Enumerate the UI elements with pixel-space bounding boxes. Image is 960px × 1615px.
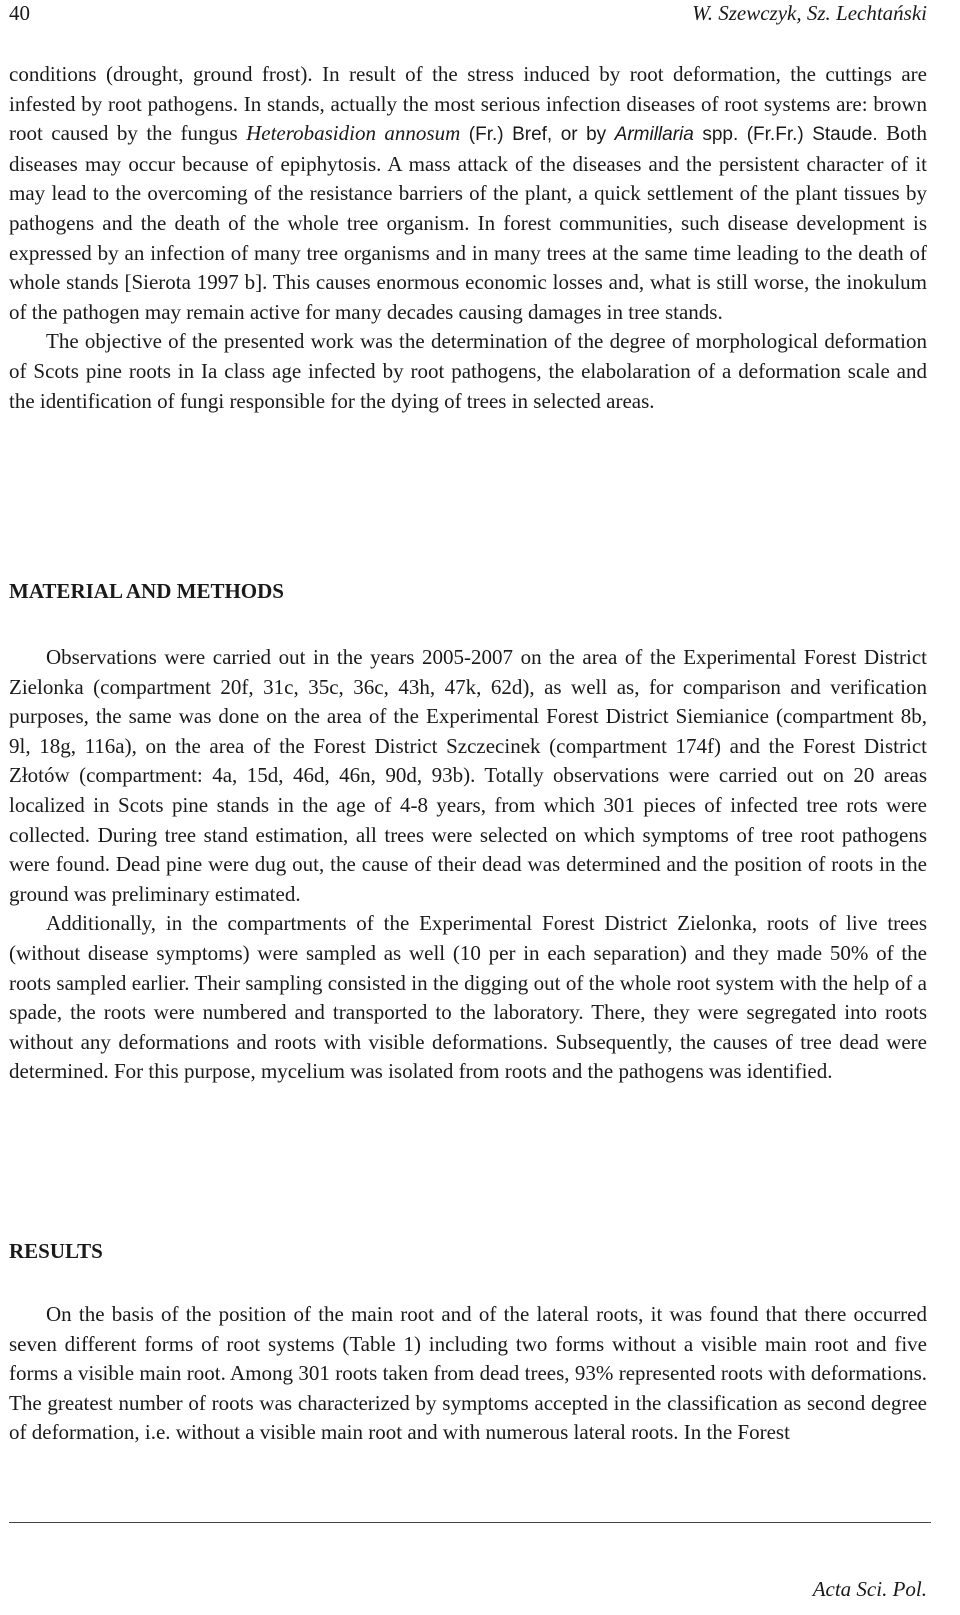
section-heading-methods: MATERIAL AND METHODS bbox=[9, 579, 284, 603]
intro-paragraph-1 bbox=[9, 60, 927, 327]
intro-paragraph-2: The objective of the presented work was the determination of the degree of morphological deformation of Scots pine roots in Ia class age infected by root pathogens, the elabolaration of a deformation scale and the identification of fungi responsible for the dying of trees in selected areas. bbox=[9, 329, 927, 413]
results-paragraph-1: On the basis of the position of the main root and of the lateral roots, it was found that there occurred seven different forms of root systems (Table 1) including two forms without a visible main root and five forms a visible main root. Among 301 roots taken from dead trees, 93% represented roots with deformations. The greatest number of roots was characterized by symptoms accepted in the classification as second degree of deformation, i.e. without a visible main root and with numerous lateral roots. In the Forest bbox=[9, 1302, 927, 1445]
species-author-heterobasidion: (Fr.) Bref, or by bbox=[460, 124, 615, 146]
introduction-section bbox=[9, 60, 927, 416]
species-name-heterobasidion: Heterobasidion annosum bbox=[246, 121, 461, 146]
page-number: 40 bbox=[9, 1, 30, 25]
journal-name: Acta Sci. Pol. bbox=[812, 1577, 927, 1601]
running-head-authors: W. Szewczyk, Sz. Lechtański bbox=[692, 1, 927, 25]
methods-paragraph-2: Additionally, in the compartments of the Experimental Forest District Zielonka, roots of live trees (without disease symptoms) were sampled as well (10 per in each separation) and they made 50% of the roots sampled earlier. Their sampling consisted in the digging out of the whole root system with the help of a spade, the roots were numbered and transported to the laboratory. There, they were segregated into roots without any deformations and roots with visible deformations. Subsequently, the causes of tree dead were determined. For this purpose, mycelium was isolated from roots and the pathogens was identified. bbox=[9, 911, 927, 1084]
results-section bbox=[9, 1300, 927, 1448]
species-author-armillaria: spp. (Fr.Fr.) Staude. bbox=[693, 124, 878, 146]
section-heading-results: RESULTS bbox=[9, 1239, 103, 1263]
intro-text-part-1: conditions (drought, ground frost). In result of the stress induced by root deformation, the cuttings are infested by root pathogens. In stands, actually the most serious infection diseases of root systems are: brown root caused by the fungus bbox=[9, 62, 927, 146]
footer-divider bbox=[9, 1522, 931, 1523]
intro-text-part-2: Both diseases may occur because of epiphytosis. A mass attack of the diseases and the persistent character of it may lead to the overcoming of the resistance barriers of the plant, a quick settlement of the plant tissues by pathogens and the death of the whole tree organism. In forest communities, such disease development is expressed by an infection of many tree organisms and in many trees at the same time leading to the death of whole stands [Sierota 1997 b]. This causes enormous economic losses and, what is still worse, the inokulum of the pathogen may remain active for many decades causing damages in tree stands. bbox=[9, 121, 928, 324]
methods-paragraph-1: Observations were carried out in the years 2005-2007 on the area of the Experimental Forest District Zielonka (compartment 20f, 31c, 35c, 36c, 43h, 47k, 62d), as well as, for comparison and verification purposes, the same was done on the area of the Experimental Forest District Siemianice (compartment 8b, 9l, 18g, 116a), on the area of the Forest District Szczecinek (compartment 174f) and the Forest District Złotów (compartment: 4a, 15d, 46d, 46n, 90d, 93b). Totally observations were carried out on 20 areas localized in Scots pine stands in the age of 4-8 years, from which 301 pieces of infected tree rots were collected. During tree stand estimation, all trees were selected on which symptoms of tree root pathogens were found. Dead pine were dug out, the cause of their dead was determined and the position of roots in the ground was preliminary estimated. bbox=[9, 645, 927, 906]
species-name-armillaria: Armillaria bbox=[614, 124, 694, 146]
methods-section bbox=[9, 643, 927, 1087]
running-head bbox=[9, 0, 927, 28]
